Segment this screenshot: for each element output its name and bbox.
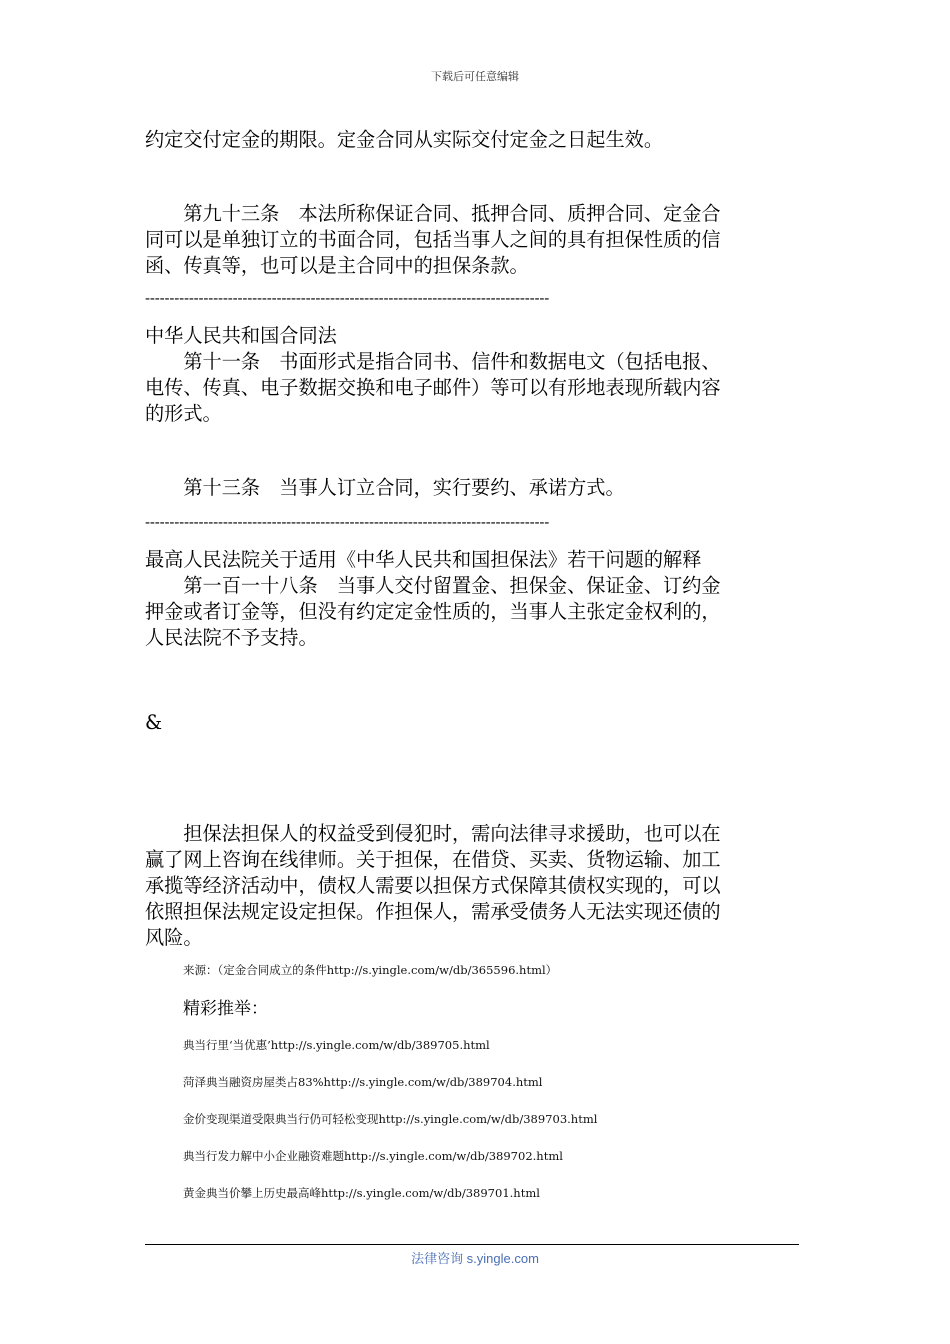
source-note: 来源：（定金合同成立的条件http://s.yingle.com/w/db/365596.html） [183, 963, 558, 977]
body-line: 第九十三条 本法所称保证合同、抵押合同、质押合同、定金合 [145, 202, 721, 225]
separator-line: ----------------------------------------------------------------------------------- [145, 513, 550, 531]
footer-divider [145, 1244, 799, 1245]
recommend-link[interactable]: 典当行里‘当优惠’http://s.yingle.com/w/db/389705.html [183, 1038, 490, 1052]
recommend-link[interactable]: 菏泽典当融资房屋类占83%http://s.yingle.com/w/db/389704.html [183, 1075, 543, 1089]
body-line: 人民法院不予支持。 [145, 626, 318, 649]
footer-link[interactable]: 法律咨询 s.yingle.com [411, 1251, 539, 1266]
body-line: 第十一条 书面形式是指合同书、信件和数据电文（包括电报、 [145, 350, 721, 373]
separator-line: ----------------------------------------------------------------------------------- [145, 289, 550, 307]
body-line: 函、传真等，也可以是主合同中的担保条款。 [145, 254, 529, 277]
body-line: 约定交付定金的期限。定金合同从实际交付定金之日起生效。 [145, 128, 664, 151]
page-header: 下载后可任意编辑 [431, 70, 519, 83]
recommend-title: 精彩推举： [183, 999, 268, 1019]
body-line: 赢了网上咨询在线律师。关于担保，在借贷、买卖、货物运输、加工 [145, 848, 721, 871]
body-line: 电传、传真、电子数据交换和电子邮件）等可以有形地表现所载内容 [145, 376, 721, 399]
body-line: 第一百一十八条 当事人交付留置金、担保金、保证金、订约金 [145, 574, 721, 597]
recommend-link[interactable]: 金价变现渠道受限典当行仍可轻松变现http://s.yingle.com/w/db/389703.html [183, 1112, 598, 1126]
recommend-link[interactable]: 黄金典当价攀上历史最高峰http://s.yingle.com/w/db/389701.html [183, 1186, 540, 1200]
body-line: 风险。 [145, 926, 203, 949]
body-line: 押金或者订金等，但没有约定定金性质的，当事人主张定金权利的， [145, 600, 721, 623]
section-title: 中华人民共和国合同法 [145, 324, 337, 347]
body-line: 第十三条 当事人订立合同，实行要约、承诺方式。 [145, 476, 625, 499]
body-line: 担保法担保人的权益受到侵犯时，需向法律寻求援助，也可以在 [145, 822, 721, 845]
section-title: 最高人民法院关于适用《中华人民共和国担保法》若干问题的解释 [145, 548, 702, 571]
body-line: 依照担保法规定设定担保。作担保人，需承受债务人无法实现还债的 [145, 900, 721, 923]
ampersand-mark: & [145, 711, 163, 734]
body-line: 的形式。 [145, 402, 222, 425]
body-line: 承揽等经济活动中，债权人需要以担保方式保障其债权实现的，可以 [145, 874, 721, 897]
body-line: 同可以是单独订立的书面合同，包括当事人之间的具有担保性质的信 [145, 228, 721, 251]
recommend-link[interactable]: 典当行发力解中小企业融资难题http://s.yingle.com/w/db/389702.html [183, 1149, 563, 1163]
